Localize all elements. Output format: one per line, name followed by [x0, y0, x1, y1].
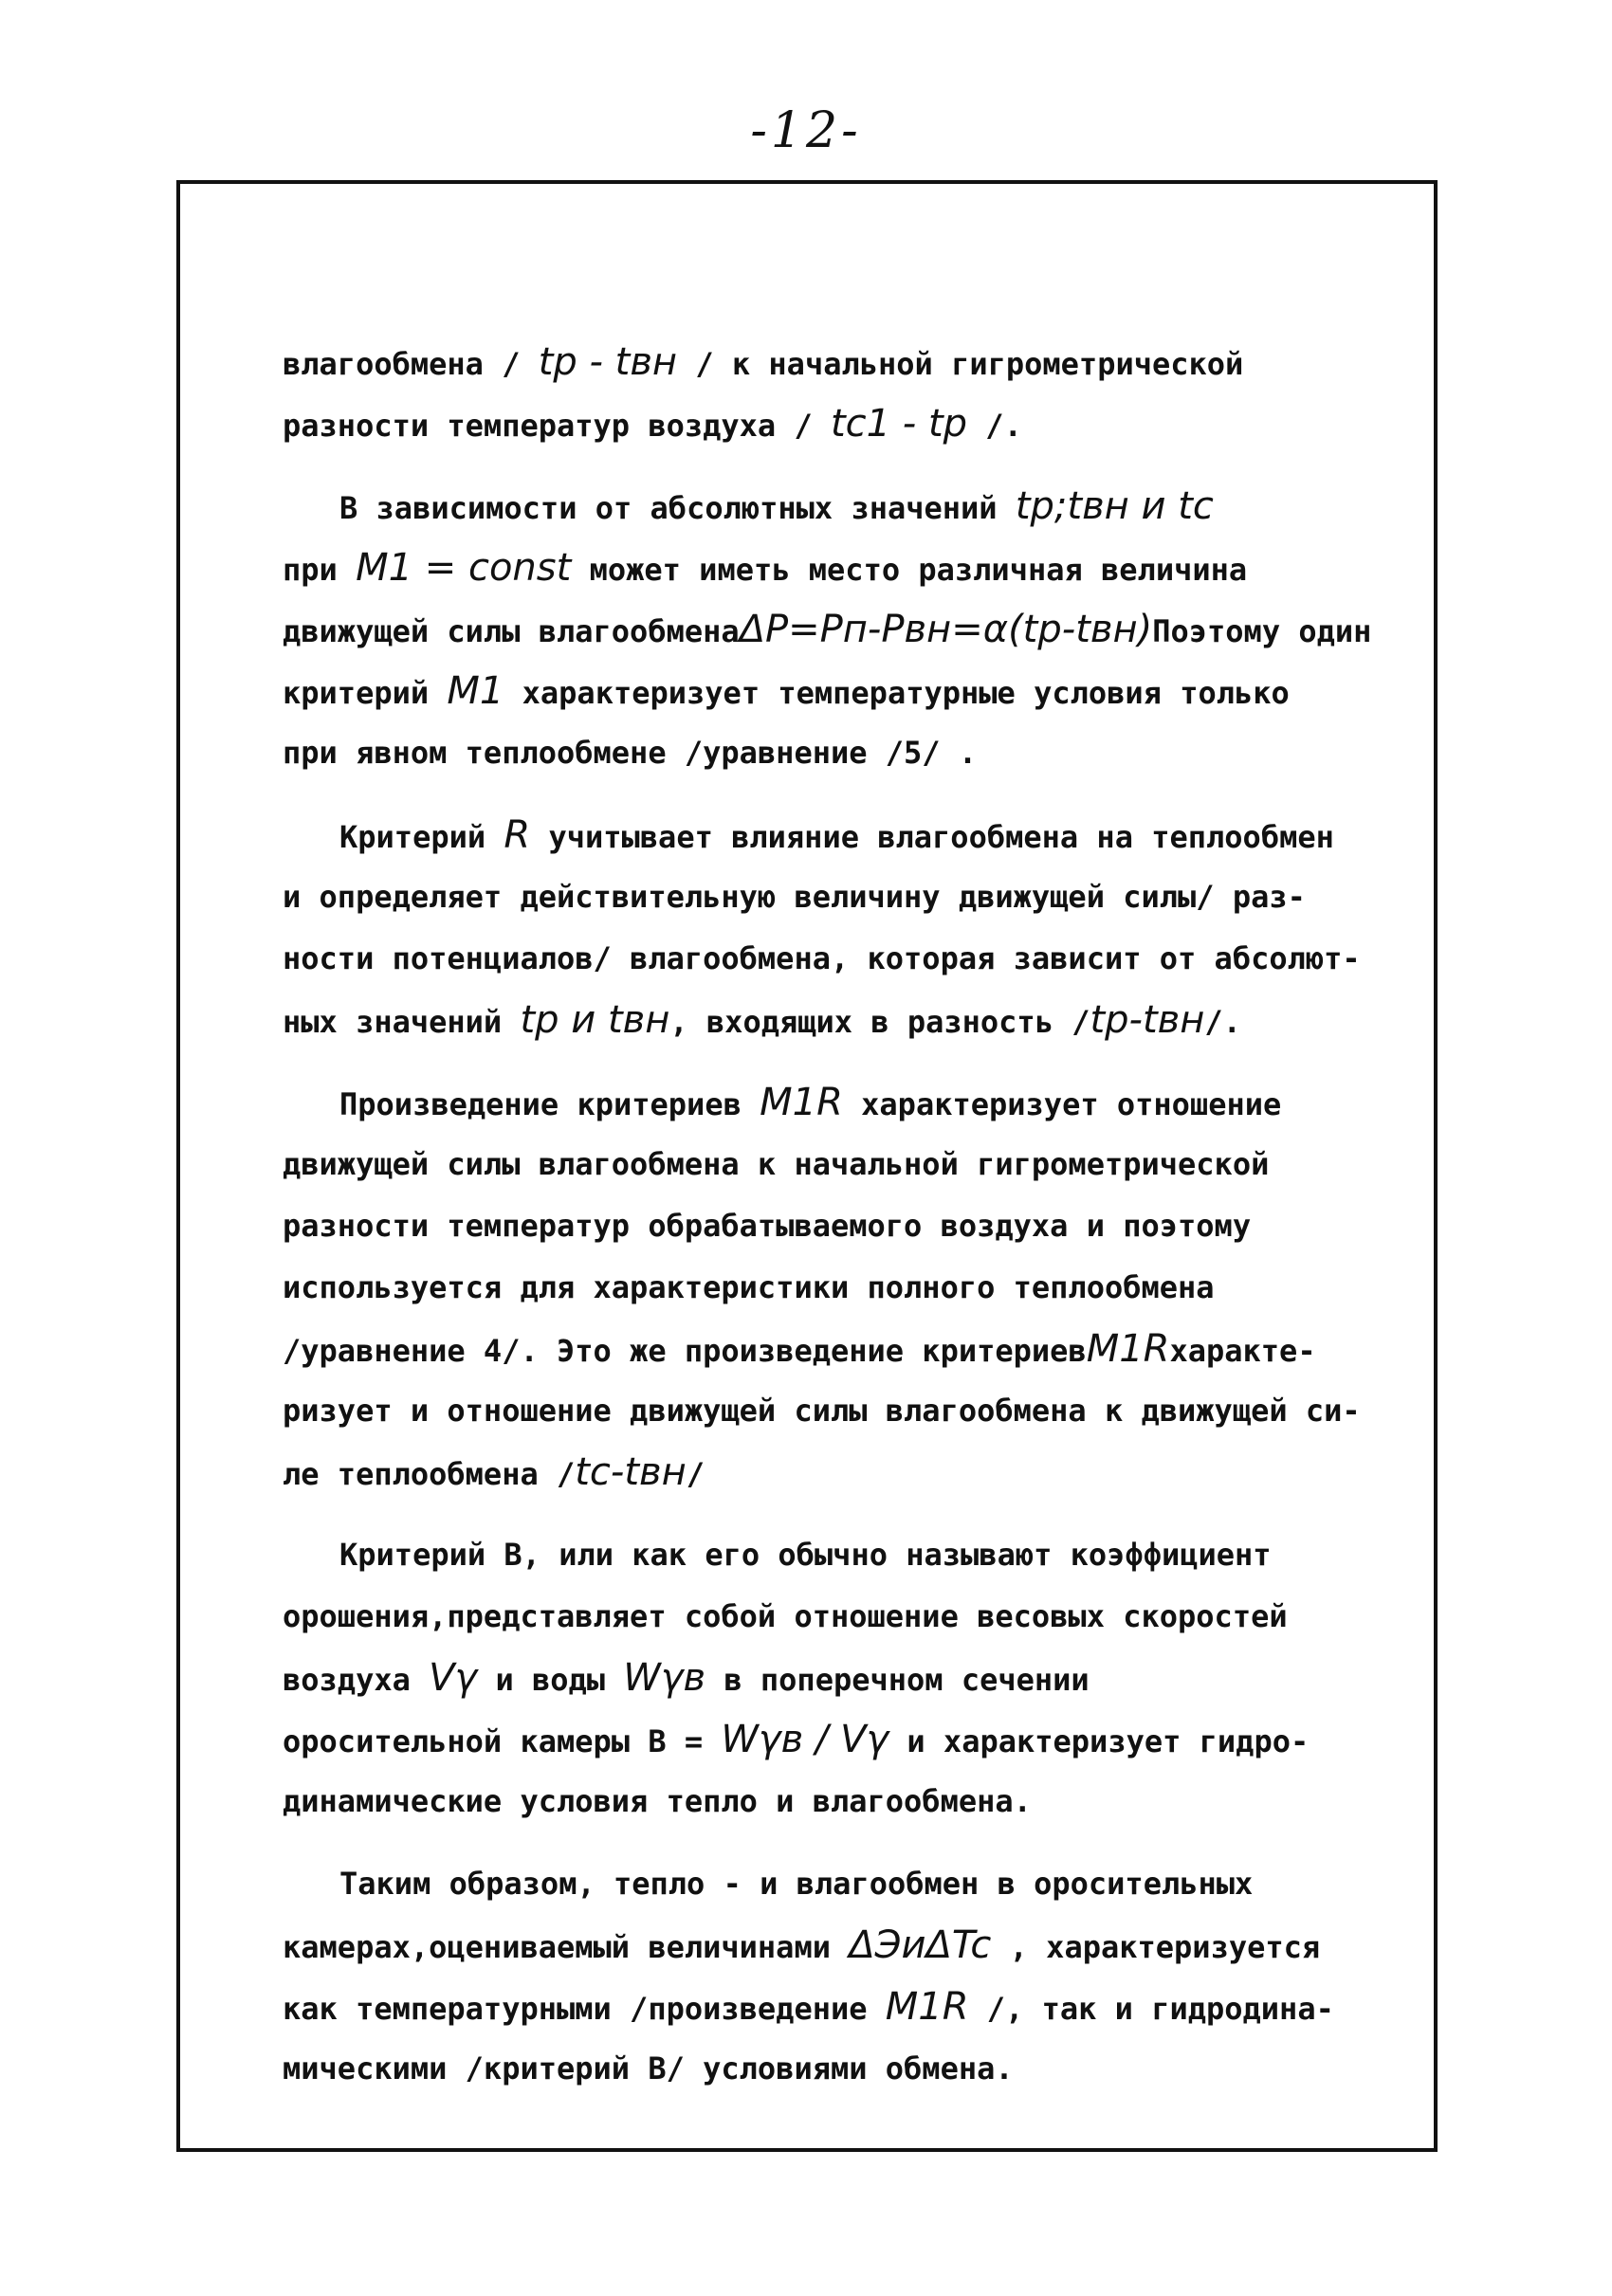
text-line — [283, 1380, 1420, 1442]
text-line — [283, 1586, 1420, 1648]
typed-text: / к начальной гигрометрической — [677, 346, 1244, 382]
typed-text: характеризует отношение — [842, 1086, 1282, 1122]
typed-text: ле теплообмена / — [283, 1456, 576, 1492]
typed-text: используется для характеристики полного теплообмена — [283, 1269, 1215, 1305]
typed-text: влагообмена / — [283, 346, 539, 382]
typed-text: мическими /критерий В/ условиями обмена. — [283, 2050, 1014, 2086]
page-number: -12- — [750, 102, 862, 159]
document-body — [283, 332, 1420, 2121]
text-line — [283, 805, 1420, 866]
text-line — [283, 1134, 1420, 1195]
typed-text: Критерий В, или как его обычно называют коэффициент — [339, 1537, 1272, 1573]
text-line — [283, 722, 1420, 784]
typed-text: / — [686, 1456, 705, 1492]
typed-text: , входящих в разность / — [669, 1004, 1090, 1040]
typed-text: при явном теплообмене /уравнение /5/ . — [283, 735, 978, 771]
typed-text: и воды — [477, 1662, 624, 1698]
text-line — [283, 1195, 1420, 1257]
text-line — [283, 1771, 1420, 1832]
typed-text: характе- — [1169, 1333, 1316, 1369]
typed-text: характеризует температурные условия только — [504, 675, 1290, 711]
typed-text: /. — [1204, 1004, 1241, 1040]
paragraph — [283, 805, 1420, 1051]
typed-text: разности температур обрабатываемого воздуха и поэтому — [283, 1208, 1252, 1244]
handwritten-formula: Wγв — [623, 1656, 706, 1700]
typed-text: Критерий — [339, 819, 504, 855]
typed-text: и характеризует гидро- — [888, 1723, 1310, 1759]
text-line — [283, 1853, 1420, 1915]
text-line — [283, 538, 1420, 599]
handwritten-formula: M1R — [885, 1985, 969, 2029]
text-line — [283, 1524, 1420, 1586]
text-line — [283, 1319, 1420, 1380]
handwritten-formula: Wγв / Vγ — [721, 1718, 889, 1761]
typed-text: движущей силы влагообмена — [283, 613, 740, 649]
handwritten-formula: M1 = const — [356, 546, 572, 590]
text-line — [283, 1977, 1420, 2038]
typed-text: /уравнение 4/. Это же произведение критериев — [283, 1333, 1087, 1369]
typed-text: , характеризуется — [991, 1929, 1321, 1965]
typed-text: /, так и гидродина- — [968, 1991, 1334, 2027]
typed-text: /. — [967, 408, 1022, 444]
typed-text: воздуха — [283, 1662, 430, 1698]
text-line — [283, 393, 1420, 455]
text-line — [283, 990, 1420, 1051]
text-line — [283, 1442, 1420, 1503]
handwritten-formula: M1R — [1086, 1327, 1170, 1371]
handwritten-formula: tp и tвн — [520, 998, 670, 1042]
typed-text: может иметь место различная величина — [571, 552, 1248, 588]
handwritten-formula: M1R — [760, 1081, 843, 1124]
typed-text: ризует и отношение движущей силы влагообмена к движущей си- — [283, 1393, 1361, 1429]
paragraph — [283, 1072, 1420, 1503]
handwritten-formula: tp;tвн и tc — [1015, 484, 1214, 528]
typed-text: В зависимости от абсолютных значений — [339, 490, 1016, 526]
typed-text: ности потенциалов/ влагообмена, которая зависит от абсолют- — [283, 940, 1361, 976]
typed-text: в поперечном сечении — [705, 1662, 1090, 1698]
typed-text: разности температур воздуха / — [283, 408, 831, 444]
handwritten-formula: tc-tвн — [575, 1450, 687, 1494]
typed-text: динамические условия тепло и влагообмена. — [283, 1783, 1032, 1819]
text-line — [283, 1709, 1420, 1771]
text-line — [283, 928, 1420, 990]
typed-text: учитывает влияние влагообмена на теплообмен — [530, 819, 1334, 855]
text-line — [283, 1915, 1420, 1977]
paragraph — [283, 1853, 1420, 2100]
typed-text: камерах,оцениваемый величинами — [283, 1929, 850, 1965]
text-line — [283, 1257, 1420, 1319]
handwritten-formula: M1 — [447, 669, 504, 713]
text-line — [283, 866, 1420, 928]
text-line — [283, 661, 1420, 722]
typed-text: орошения,представляет собой отношение весовых скоростей — [283, 1598, 1288, 1634]
handwritten-formula: Vγ — [429, 1656, 478, 1700]
handwritten-formula: tp - tвн — [538, 340, 678, 384]
typed-text: движущей силы влагообмена к начальной гигрометрической — [283, 1146, 1270, 1182]
handwritten-formula: ΔP=Pп-Pвн=α(tp-tвн) — [739, 608, 1153, 651]
text-line — [283, 1648, 1420, 1709]
typed-text: Произведение критериев — [339, 1086, 760, 1122]
paragraph — [283, 476, 1420, 784]
paragraph — [283, 1524, 1420, 1832]
typed-text: критерий — [283, 675, 448, 711]
typed-text: как температурными /произведение — [283, 1991, 886, 2027]
handwritten-formula: R — [504, 813, 531, 857]
typed-text: ных значений — [283, 1004, 521, 1040]
text-line — [283, 476, 1420, 538]
text-line — [283, 1072, 1420, 1134]
typed-text: Поэтому один — [1152, 613, 1372, 649]
paragraph — [283, 332, 1420, 455]
text-line — [283, 2038, 1420, 2100]
typed-text: Таким образом, тепло - и влагообмен в оросительных — [339, 1866, 1254, 1902]
typed-text: оросительной камеры В = — [283, 1723, 722, 1759]
handwritten-formula: ΔЭиΔTc — [849, 1923, 992, 1967]
handwritten-formula: tc1 - tp — [830, 402, 968, 446]
text-line — [283, 599, 1420, 661]
typed-text: при — [283, 552, 357, 588]
typed-text: и определяет действительную величину движущей силы/ раз- — [283, 879, 1306, 915]
text-line — [283, 332, 1420, 393]
handwritten-formula: tp-tвн — [1090, 998, 1205, 1042]
